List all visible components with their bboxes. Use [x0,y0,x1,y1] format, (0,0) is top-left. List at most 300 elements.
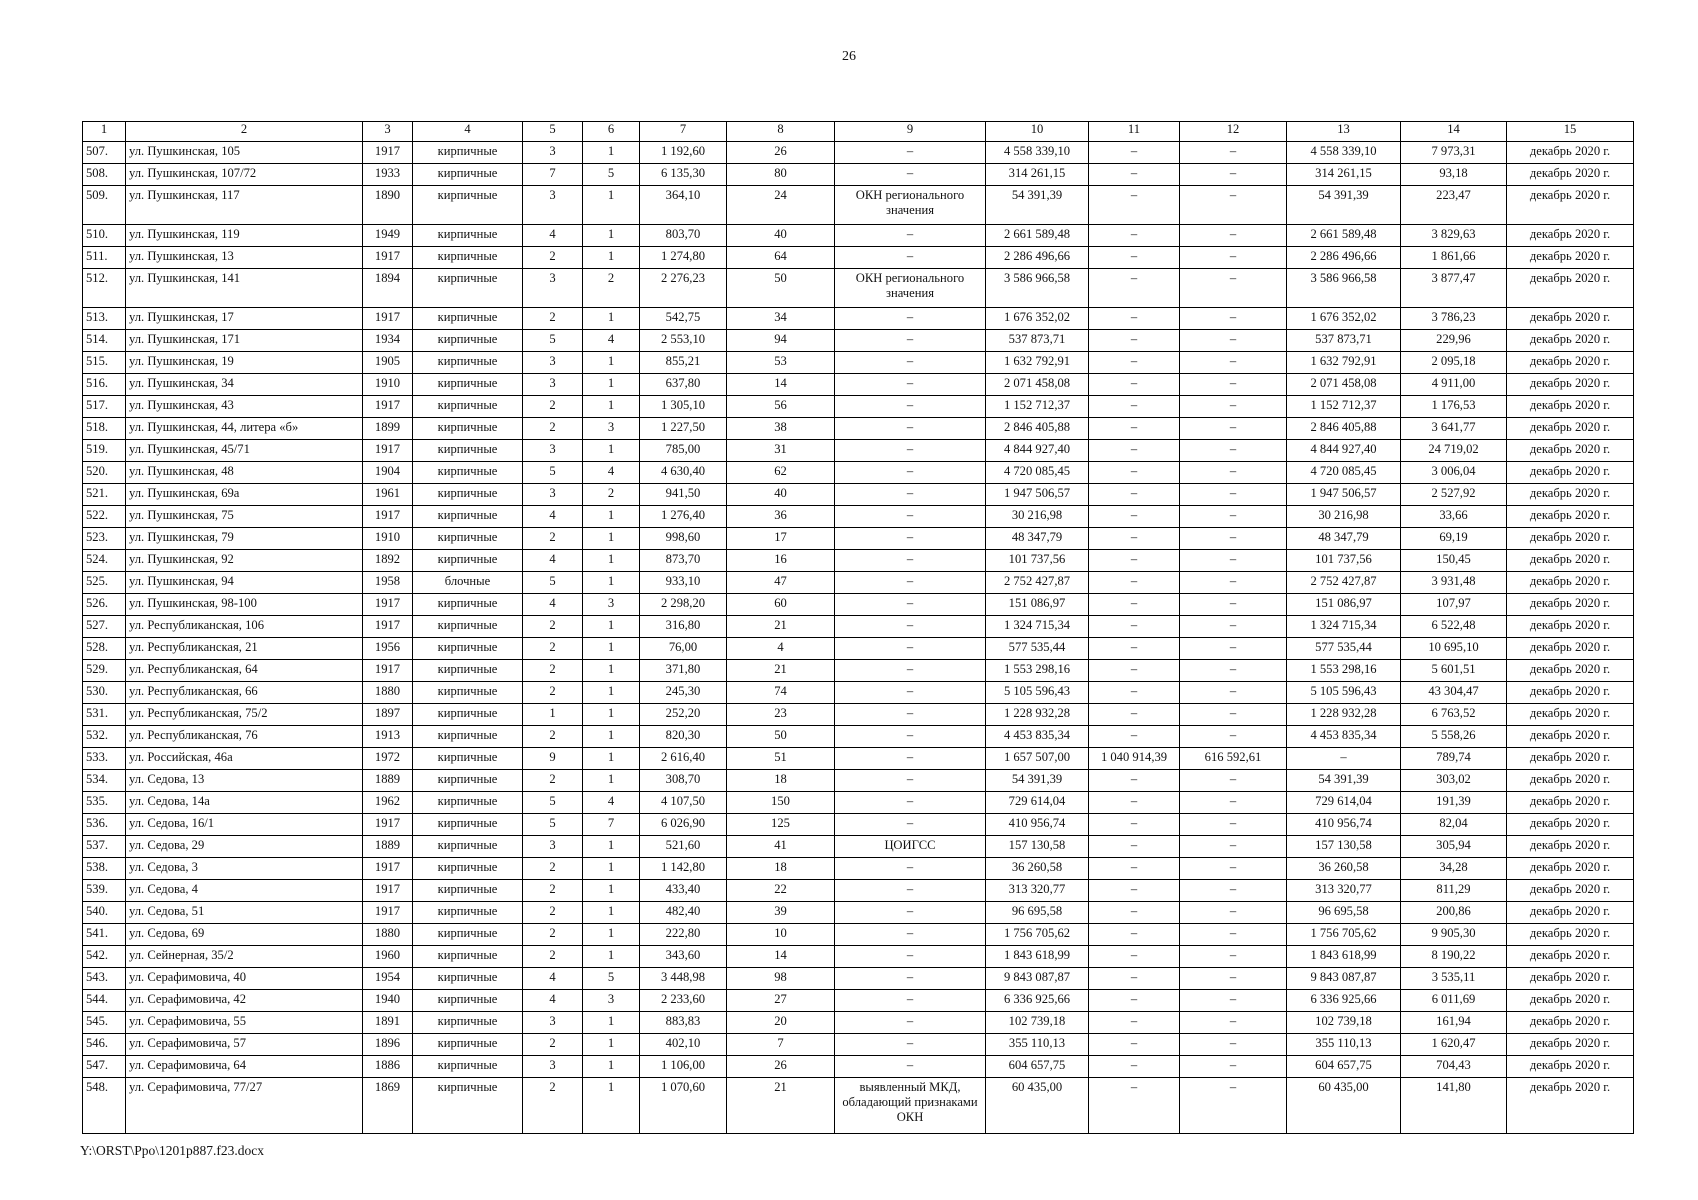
table-cell: – [1180,616,1287,638]
column-header: 1 [83,122,126,142]
table-cell: 4 720 085,45 [986,462,1089,484]
table-cell: 3 586 966,58 [1287,269,1401,308]
table-cell: 50 [727,269,835,308]
table-cell: кирпичные [413,1056,523,1078]
table-cell: 2 071 458,08 [1287,374,1401,396]
table-cell: 1 [583,352,640,374]
table-body [83,142,1634,1134]
table-cell: 1958 [363,572,413,594]
table-cell: 1 228 932,28 [1287,704,1401,726]
table-cell: 102 739,18 [986,1012,1089,1034]
table-cell: – [1089,308,1180,330]
table-cell: 1917 [363,247,413,269]
table-cell: 1933 [363,164,413,186]
table-cell: 1 274,80 [640,247,727,269]
table-cell: 6 026,90 [640,814,727,836]
table-cell: – [1089,352,1180,374]
table-cell: 1 324 715,34 [1287,616,1401,638]
column-header: 10 [986,122,1089,142]
table-cell: декабрь 2020 г. [1507,594,1634,616]
table-row [83,440,1634,462]
table-cell: 60 435,00 [986,1078,1089,1134]
table-cell: 1894 [363,269,413,308]
table-cell: ул. Пушкинская, 34 [126,374,363,396]
table-cell: декабрь 2020 г. [1507,638,1634,660]
table-cell: 2 286 496,66 [986,247,1089,269]
table-cell: 2 752 427,87 [986,572,1089,594]
table-cell: декабрь 2020 г. [1507,186,1634,225]
table-cell: – [835,1034,986,1056]
table-cell: 5 [523,792,583,814]
table-cell: декабрь 2020 г. [1507,1012,1634,1034]
table-cell: 2 233,60 [640,990,727,1012]
table-cell: 1 676 352,02 [1287,308,1401,330]
table-cell: 1917 [363,902,413,924]
table-cell: 2 071 458,08 [986,374,1089,396]
table-cell: 18 [727,770,835,792]
table-cell: 729 614,04 [1287,792,1401,814]
table-cell: 543. [83,968,126,990]
table-cell: ЦОИГСС [835,836,986,858]
table-row [83,374,1634,396]
table-cell: 1 [583,550,640,572]
table-cell: 1 [583,308,640,330]
table-cell: 2 527,92 [1401,484,1507,506]
table-cell: кирпичные [413,594,523,616]
table-cell: 518. [83,418,126,440]
table-row [83,352,1634,374]
table-cell: ул. Республиканская, 66 [126,682,363,704]
table-cell: 1 [583,374,640,396]
table-cell: 546. [83,1034,126,1056]
table-cell: – [835,528,986,550]
table-cell: – [1180,814,1287,836]
table-row [83,968,1634,990]
table-cell: 1 [583,770,640,792]
column-header: 2 [126,122,363,142]
table-cell: – [1180,225,1287,247]
table-cell: – [1180,1078,1287,1134]
table-cell: кирпичные [413,528,523,550]
table-cell: 150 [727,792,835,814]
table-cell: – [1180,396,1287,418]
table-cell: 4 [523,990,583,1012]
table-cell: – [1089,946,1180,968]
table-cell: кирпичные [413,704,523,726]
table-cell: 1 [583,660,640,682]
table-cell: 1949 [363,225,413,247]
table-row [83,528,1634,550]
table-cell: 1892 [363,550,413,572]
table-cell: 1 [583,858,640,880]
table-cell: 26 [727,142,835,164]
table-cell: 3 [523,142,583,164]
table-cell: 1954 [363,968,413,990]
table-cell: – [1089,924,1180,946]
table-cell: – [1180,440,1287,462]
table-cell: ул. Седова, 16/1 [126,814,363,836]
table-cell: – [835,726,986,748]
table-cell: – [1089,704,1180,726]
table-cell: 523. [83,528,126,550]
table-cell: 1917 [363,858,413,880]
table-cell: кирпичные [413,396,523,418]
table-cell: 313 320,77 [1287,880,1401,902]
table-cell: 2 846 405,88 [986,418,1089,440]
table-cell: 3 [523,1012,583,1034]
table-cell: – [1089,594,1180,616]
table-cell: 40 [727,484,835,506]
footer-file-path: Y:\ORST\Ppo\1201p887.f23.docx [80,1143,265,1158]
table-cell: 5 [523,572,583,594]
table-cell: кирпичные [413,858,523,880]
table-cell: кирпичные [413,462,523,484]
table-cell: декабрь 2020 г. [1507,330,1634,352]
table-cell: 521. [83,484,126,506]
table-cell: 1 [583,506,640,528]
table-cell: 18 [727,858,835,880]
table-cell: 1 [583,704,640,726]
table-row [83,484,1634,506]
table-cell: 2 [523,902,583,924]
table-cell: 151 086,97 [1287,594,1401,616]
table-cell: – [1089,990,1180,1012]
table-cell: 355 110,13 [986,1034,1089,1056]
table-cell: декабрь 2020 г. [1507,726,1634,748]
table-cell: 9 843 087,87 [986,968,1089,990]
table-cell: декабрь 2020 г. [1507,792,1634,814]
table-cell: декабрь 2020 г. [1507,269,1634,308]
table-cell: 513. [83,308,126,330]
table-cell: кирпичные [413,484,523,506]
table-cell: – [835,990,986,1012]
table-cell: 2 276,23 [640,269,727,308]
table-cell: 1 228 932,28 [986,704,1089,726]
table-cell: 7 [727,1034,835,1056]
table-cell: кирпичные [413,946,523,968]
column-header: 11 [1089,122,1180,142]
table-cell: – [1089,770,1180,792]
table-cell: 933,10 [640,572,727,594]
table-cell: 2 [523,616,583,638]
table-cell: 191,39 [1401,792,1507,814]
table-cell: декабрь 2020 г. [1507,968,1634,990]
table-cell: ул. Серафимовича, 42 [126,990,363,1012]
table-cell: 9 [523,748,583,770]
table-cell: 30 216,98 [986,506,1089,528]
table-cell: кирпичные [413,660,523,682]
table-cell: 102 739,18 [1287,1012,1401,1034]
table-cell: 21 [727,1078,835,1134]
table-cell: 1 [583,440,640,462]
table-cell: – [1180,660,1287,682]
table-row [83,225,1634,247]
table-cell: 1 620,47 [1401,1034,1507,1056]
table-cell: 537. [83,836,126,858]
table-cell: 1 [583,1078,640,1134]
table-cell: – [1089,638,1180,660]
table-cell: 1 070,60 [640,1078,727,1134]
table-cell: – [1089,858,1180,880]
table-cell: – [1089,550,1180,572]
table-cell: – [1089,164,1180,186]
table-cell: 2 [523,858,583,880]
table-cell: 3 786,23 [1401,308,1507,330]
table-cell: 2 298,20 [640,594,727,616]
table-cell: декабрь 2020 г. [1507,528,1634,550]
table-row [83,682,1634,704]
table-cell: 2 [523,726,583,748]
table-cell: 2 095,18 [1401,352,1507,374]
table-cell: 40 [727,225,835,247]
table-cell: – [1089,880,1180,902]
page-number: 26 [842,49,856,64]
table-cell: 526. [83,594,126,616]
table-cell: – [835,704,986,726]
table-cell: 528. [83,638,126,660]
table-row [83,660,1634,682]
table-cell: 2 [523,1078,583,1134]
table-cell: – [1089,247,1180,269]
table-cell: 4 107,50 [640,792,727,814]
table-cell: 1 657 507,00 [986,748,1089,770]
table-cell: 820,30 [640,726,727,748]
table-cell: 5 [523,814,583,836]
table-cell: 222,80 [640,924,727,946]
table-cell: 31 [727,440,835,462]
table-cell: ул. Пушкинская, 171 [126,330,363,352]
table-cell: 507. [83,142,126,164]
table-cell: 1972 [363,748,413,770]
table-cell: 3 [523,484,583,506]
table-cell: 1 947 506,57 [1287,484,1401,506]
column-header: 7 [640,122,727,142]
table-cell: 803,70 [640,225,727,247]
table-cell: – [835,396,986,418]
table-cell: 508. [83,164,126,186]
table-cell: 3 [523,374,583,396]
table-row [83,269,1634,308]
table-row [83,814,1634,836]
table-cell: 1917 [363,396,413,418]
table-cell: 539. [83,880,126,902]
table-cell: блочные [413,572,523,594]
table-row [83,836,1634,858]
table-row [83,880,1634,902]
table-cell: 1890 [363,186,413,225]
table-cell: 1913 [363,726,413,748]
table-cell: 371,80 [640,660,727,682]
table-cell: 511. [83,247,126,269]
table-cell: 2 553,10 [640,330,727,352]
table-cell: 3 [523,1056,583,1078]
table-cell: 3 535,11 [1401,968,1507,990]
table-cell: – [1089,269,1180,308]
table-cell: кирпичные [413,638,523,660]
table-cell: – [835,594,986,616]
table-cell: ул. Серафимовича, 55 [126,1012,363,1034]
table-cell: – [1089,396,1180,418]
table-cell: 2 [523,880,583,902]
table-cell: 1 676 352,02 [986,308,1089,330]
table-cell: 17 [727,528,835,550]
table-cell: – [1089,418,1180,440]
table-cell: 56 [727,396,835,418]
table-cell: – [1180,352,1287,374]
table-cell: 3 [523,352,583,374]
table-cell: 161,94 [1401,1012,1507,1034]
table-cell: – [1089,726,1180,748]
table-cell: 51 [727,748,835,770]
table-cell: ОКН регионального значения [835,186,986,225]
table-cell: декабрь 2020 г. [1507,1056,1634,1078]
table-cell: ОКН регионального значения [835,269,986,308]
table-cell: – [1180,418,1287,440]
table-cell: 76,00 [640,638,727,660]
table-cell: – [835,660,986,682]
table-row [83,418,1634,440]
table-cell: – [835,748,986,770]
table-cell: – [835,440,986,462]
table-cell: декабрь 2020 г. [1507,1034,1634,1056]
table-cell: 101 737,56 [1287,550,1401,572]
table-cell: 517. [83,396,126,418]
table-cell: 4 844 927,40 [986,440,1089,462]
table-cell: 1 040 914,39 [1089,748,1180,770]
table-cell: декабрь 2020 г. [1507,704,1634,726]
table-cell: 1 305,10 [640,396,727,418]
table-cell: ул. Пушкинская, 92 [126,550,363,572]
table-cell: кирпичные [413,616,523,638]
table-cell: – [1180,506,1287,528]
table-cell: кирпичные [413,990,523,1012]
table-cell: декабрь 2020 г. [1507,814,1634,836]
table-cell: 1896 [363,1034,413,1056]
table-cell: 3 [523,186,583,225]
table-row [83,616,1634,638]
table-cell: кирпичные [413,440,523,462]
table-cell: 1880 [363,682,413,704]
table-row [83,748,1634,770]
table-cell: 941,50 [640,484,727,506]
table-cell: – [835,164,986,186]
table-cell: кирпичные [413,726,523,748]
table-cell: 1934 [363,330,413,352]
column-header: 3 [363,122,413,142]
table-row [83,164,1634,186]
table-cell: декабрь 2020 г. [1507,142,1634,164]
table-row [83,550,1634,572]
table-cell: – [1089,792,1180,814]
table-cell: ул. Серафимовича, 77/27 [126,1078,363,1134]
table-cell: 577 535,44 [986,638,1089,660]
table-cell: 544. [83,990,126,1012]
table-cell: декабрь 2020 г. [1507,660,1634,682]
table-cell: – [1180,1056,1287,1078]
table-cell: 343,60 [640,946,727,968]
table-cell: – [1180,1012,1287,1034]
table-cell: 519. [83,440,126,462]
table-cell: – [1180,330,1287,352]
table-cell: 1 [583,946,640,968]
table-cell: декабрь 2020 г. [1507,924,1634,946]
table-cell: 704,43 [1401,1056,1507,1078]
table-cell: 1869 [363,1078,413,1134]
table-cell: 1 [583,186,640,225]
table-cell: – [1180,880,1287,902]
table-cell: 1940 [363,990,413,1012]
table-cell: 514. [83,330,126,352]
table-cell: – [1180,682,1287,704]
table-cell: 4 558 339,10 [986,142,1089,164]
table-cell: 125 [727,814,835,836]
table-cell: 1 [583,247,640,269]
table-cell: 1 [583,528,640,550]
table-cell: 1910 [363,528,413,550]
table-cell: 3 [523,836,583,858]
table-cell: 537 873,71 [986,330,1089,352]
table-cell: 2 [523,418,583,440]
table-cell: – [1180,902,1287,924]
table-cell: 1910 [363,374,413,396]
table-cell: 1917 [363,814,413,836]
table-cell: ул. Серафимовича, 40 [126,968,363,990]
table-cell: 47 [727,572,835,594]
table-cell: 26 [727,1056,835,1078]
table-cell: – [1180,247,1287,269]
table-cell: 54 391,39 [1287,770,1401,792]
table-row [83,1078,1634,1134]
table-cell: 533. [83,748,126,770]
table-cell: 14 [727,946,835,968]
table-cell: ул. Пушкинская, 141 [126,269,363,308]
table-cell: декабрь 2020 г. [1507,858,1634,880]
table-cell: 2 [523,308,583,330]
table-cell: ул. Серафимовича, 64 [126,1056,363,1078]
table-cell: 1 [583,1012,640,1034]
table-cell: 96 695,58 [1287,902,1401,924]
table-cell: – [1180,528,1287,550]
table-cell: ул. Седова, 13 [126,770,363,792]
table-cell: 1917 [363,308,413,330]
table-cell: 1 [583,142,640,164]
table-cell: ул. Пушкинская, 98-100 [126,594,363,616]
table-cell: ул. Пушкинская, 43 [126,396,363,418]
table-cell: 141,80 [1401,1078,1507,1134]
table-cell: кирпичные [413,506,523,528]
table-cell: кирпичные [413,792,523,814]
table-cell: 1 [583,638,640,660]
table-cell: 60 [727,594,835,616]
table-row [83,142,1634,164]
table-cell: 1 [583,616,640,638]
table-cell: декабрь 2020 г. [1507,247,1634,269]
table-row [83,924,1634,946]
table-cell: 3 006,04 [1401,462,1507,484]
table-cell: 150,45 [1401,550,1507,572]
table-cell: 4 [523,225,583,247]
table-cell: 60 435,00 [1287,1078,1401,1134]
table-cell: 3 829,63 [1401,225,1507,247]
table-cell: 520. [83,462,126,484]
table-cell: 1 106,00 [640,1056,727,1078]
table-cell: – [1089,660,1180,682]
table-cell: ул. Республиканская, 76 [126,726,363,748]
table-cell: 8 190,22 [1401,946,1507,968]
table-cell: – [835,968,986,990]
table-cell: 5 [583,968,640,990]
table-cell: 4 [523,968,583,990]
